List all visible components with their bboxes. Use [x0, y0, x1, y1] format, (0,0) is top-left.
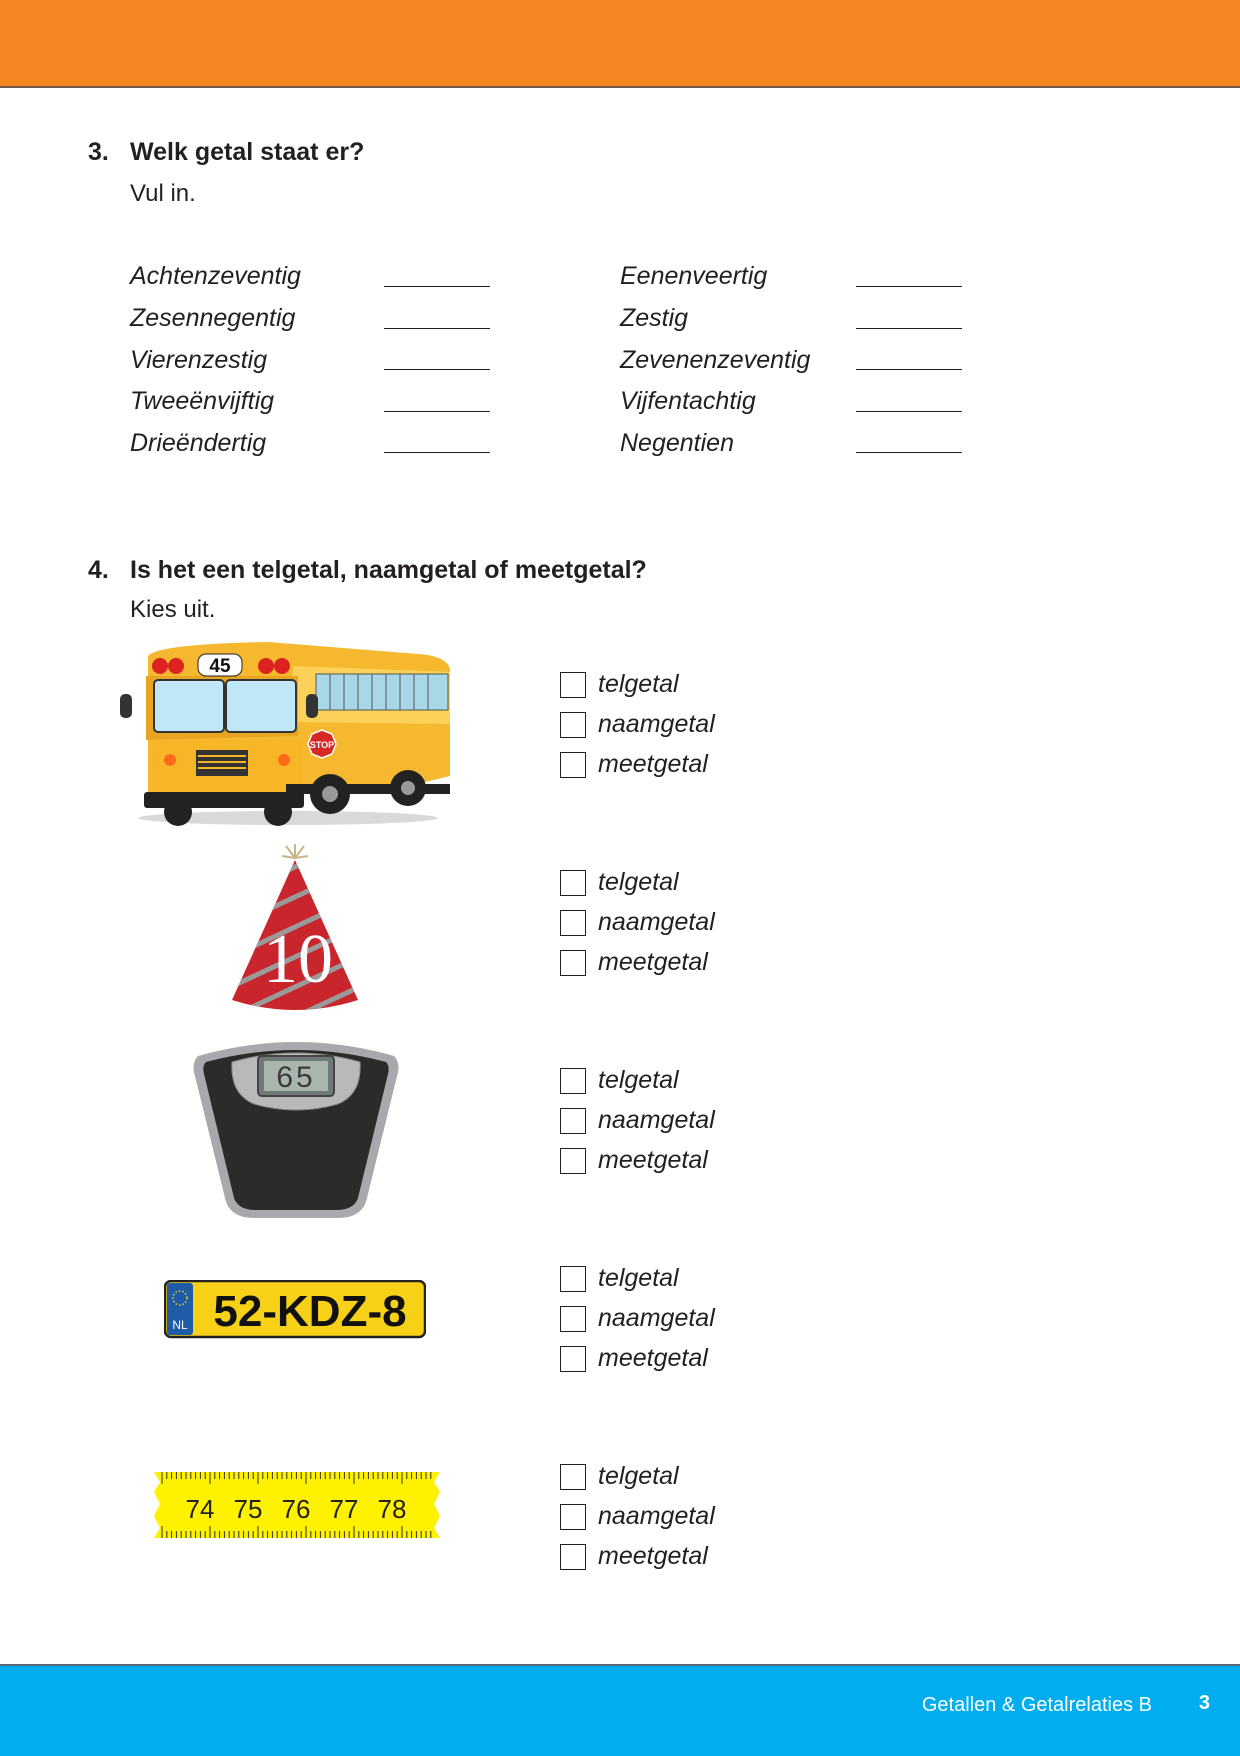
- question-4-number: 4.: [88, 556, 109, 584]
- license-plate-picture: [164, 1280, 426, 1340]
- number-word: Zestig: [620, 304, 689, 332]
- checkbox[interactable]: [560, 1544, 586, 1570]
- question-3-number: 3.: [88, 138, 109, 166]
- number-word: Zevenenzeventig: [620, 346, 811, 374]
- checkbox[interactable]: [560, 1346, 586, 1372]
- checkbox[interactable]: [560, 950, 586, 976]
- number-word: Drieëndertig: [130, 429, 267, 457]
- checkbox[interactable]: [560, 672, 586, 698]
- number-word: Zesennegentig: [130, 304, 296, 332]
- number-word: Tweeënvijftig: [130, 387, 275, 415]
- answer-blank[interactable]: [856, 411, 962, 412]
- number-word: Vierenzestig: [130, 346, 268, 374]
- header-bar: [0, 0, 1240, 88]
- answer-blank[interactable]: [856, 452, 962, 453]
- answer-blank[interactable]: [384, 452, 490, 453]
- plate-text: 52-KDZ-8: [213, 1287, 407, 1336]
- question-4-instruction: Kies uit.: [130, 596, 216, 623]
- answer-blank[interactable]: [384, 411, 490, 412]
- page-number: 3: [1198, 1692, 1210, 1714]
- checkbox[interactable]: [560, 1306, 586, 1332]
- checkbox[interactable]: [560, 1266, 586, 1292]
- checkbox[interactable]: [560, 712, 586, 738]
- checkbox[interactable]: [560, 1504, 586, 1530]
- answer-blank[interactable]: [856, 286, 962, 287]
- stop-sign-text: STOP: [309, 740, 335, 750]
- plate-country: NL: [172, 1318, 188, 1332]
- tape-tick-label: 76: [281, 1494, 311, 1524]
- footer-title: Getallen & Getalrelaties B: [921, 1694, 1152, 1716]
- checkbox[interactable]: [560, 910, 586, 936]
- question-4-title: Is het een telgetal, naamgetal of meetgetal?: [130, 556, 647, 584]
- school-bus-picture: [118, 636, 454, 828]
- answer-blank[interactable]: [384, 328, 490, 329]
- bus-number: 45: [209, 656, 231, 677]
- tape-tick-label: 74: [185, 1494, 215, 1524]
- measuring-tape-picture: [150, 1470, 444, 1540]
- hat-number: 10: [263, 921, 333, 998]
- tape-tick-label: 75: [233, 1494, 263, 1524]
- scale-display: 65: [276, 1061, 316, 1094]
- party-hat-picture: [220, 842, 370, 1020]
- number-word: Eenenveertig: [620, 262, 768, 290]
- answer-blank[interactable]: [384, 369, 490, 370]
- number-word: Vijfentachtig: [620, 387, 756, 415]
- checkbox[interactable]: [560, 1148, 586, 1174]
- checkbox[interactable]: [560, 870, 586, 896]
- number-word: Negentien: [620, 429, 734, 457]
- answer-blank[interactable]: [856, 328, 962, 329]
- number-word: Achtenzeventig: [130, 262, 301, 290]
- question-3-instruction: Vul in.: [130, 180, 196, 207]
- answer-blank[interactable]: [856, 369, 962, 370]
- checkbox[interactable]: [560, 1068, 586, 1094]
- bathroom-scale-picture: [188, 1034, 404, 1222]
- checkbox[interactable]: [560, 752, 586, 778]
- tape-tick-label: 77: [329, 1494, 359, 1524]
- tape-tick-label: 78: [377, 1494, 407, 1524]
- answer-blank[interactable]: [384, 286, 490, 287]
- checkbox[interactable]: [560, 1464, 586, 1490]
- question-3-title: Welk getal staat er?: [130, 138, 365, 166]
- checkbox[interactable]: [560, 1108, 586, 1134]
